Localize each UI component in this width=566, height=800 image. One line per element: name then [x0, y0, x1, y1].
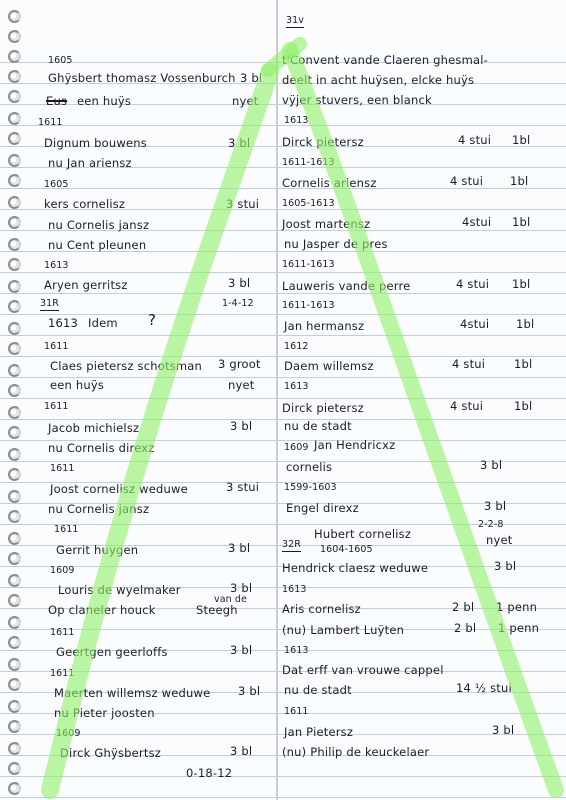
- left-entry-amount: 3 bl: [238, 684, 261, 698]
- right-year: 1613: [284, 381, 309, 392]
- left-year: 1611: [54, 524, 79, 535]
- binding-ring-icon: [8, 720, 21, 733]
- left-year: 1613: [44, 260, 69, 271]
- left-entry-amount: 3 bl: [228, 541, 251, 555]
- binding-ring-icon: [8, 70, 21, 83]
- left-year: 1609: [50, 565, 75, 576]
- left-entry-amount: 3 bl: [230, 419, 253, 433]
- binding-ring-icon: [8, 594, 21, 607]
- left-entry-name: kers cornelisz: [44, 197, 126, 211]
- folio-marker: 32R: [282, 539, 301, 550]
- right-entry-amount: 3 bl: [484, 499, 507, 513]
- binding-ring-icon: [8, 426, 21, 439]
- right-entry-amount2: 1 penn: [498, 621, 540, 635]
- binding-ring-icon: [8, 364, 21, 377]
- left-entry-name: Claes pietersz schotsman: [50, 359, 203, 373]
- right-year: 1611-1613: [282, 300, 335, 311]
- right-year: 1611-1613: [282, 259, 335, 270]
- right-entry-amount: 2 bl: [454, 621, 477, 635]
- binding-ring-icon: [8, 700, 21, 713]
- right-entry-date: 2-2-8: [478, 519, 504, 530]
- right-entry-name: Cornelis ariensz: [282, 176, 377, 190]
- right-year: 1605-1613: [282, 198, 335, 209]
- left-entry-amount: 3 bl: [240, 71, 263, 85]
- right-entry-amount2: 1bl: [514, 399, 533, 413]
- binding-ring-icon: [8, 468, 21, 481]
- binding-ring-icon: [8, 238, 21, 251]
- left-entry-name: Ghÿsbert thomasz Vossenburch: [48, 71, 236, 85]
- right-entry-amount: 4 stui: [452, 357, 486, 371]
- spiral-binding: [8, 0, 30, 800]
- left-entry-successor: nu Pieter joosten: [54, 706, 155, 720]
- right-entry-amount2: 1bl: [514, 357, 533, 371]
- right-year: 1613: [284, 115, 309, 126]
- right-entry-name: Jan Hendricxz: [314, 438, 396, 452]
- right-entry-amount: 4 stui: [458, 133, 492, 147]
- left-entry-place-insert: van de: [214, 594, 247, 605]
- right-year: 1613: [282, 584, 307, 595]
- right-year: 1599-1603: [284, 482, 337, 493]
- right-entry-successor: nu Jasper de pres: [284, 237, 388, 251]
- right-entry-successor: nu de stadt: [284, 419, 352, 433]
- left-year: 1609: [56, 728, 81, 739]
- binding-ring-icon: [8, 510, 21, 523]
- binding-ring-icon: [8, 658, 21, 671]
- left-year: 1611: [44, 341, 69, 352]
- binding-ring-icon: [8, 490, 21, 503]
- left-entry-amount: 3 bl: [230, 643, 253, 657]
- right-entry-name: (nu) Lambert Luÿten: [282, 623, 405, 637]
- binding-ring-icon: [8, 300, 21, 313]
- right-entry-name: Aris cornelisz: [282, 602, 361, 616]
- left-year: 1611: [44, 401, 69, 412]
- center-margin-rule: [276, 0, 278, 800]
- right-entry-amount: 4 stui: [456, 277, 490, 291]
- binding-ring-icon: [8, 384, 21, 397]
- right-entry-name: Hendrick claesz weduwe: [282, 561, 429, 575]
- intro-line: t'Convent vande Claeren ghesmal-: [282, 53, 489, 67]
- left-entry-amount: 3 groot: [218, 357, 261, 371]
- right-entry-name: Jan Pietersz: [284, 725, 354, 739]
- intro-line: deelt in acht huÿsen, elcke huÿs: [282, 73, 475, 87]
- binding-ring-icon: [8, 742, 21, 755]
- binding-ring-icon: [8, 90, 21, 103]
- right-entry-amount2: 1bl: [510, 174, 529, 188]
- binding-ring-icon: [8, 280, 21, 293]
- left-entry-name: Joost cornelisz weduwe: [50, 482, 188, 496]
- binding-ring-icon: [8, 552, 21, 565]
- binding-ring-icon: [8, 30, 21, 43]
- left-year: 1611: [50, 627, 75, 638]
- binding-ring-icon: [8, 342, 21, 355]
- left-entry-name: Louris de wyelmaker: [58, 583, 181, 597]
- right-entry-successor: cornelis: [286, 460, 333, 474]
- right-entry-amount: 3 bl: [480, 458, 503, 472]
- left-entry-name: Idem: [88, 316, 118, 330]
- binding-ring-icon: [8, 196, 21, 209]
- left-entry-mark: ?: [148, 311, 157, 329]
- right-entry-name: Dirck pietersz: [282, 401, 364, 415]
- left-entry-name: Maerten willemsz weduwe: [54, 686, 211, 700]
- left-entry-amount: 3 stui: [226, 197, 260, 211]
- left-year: 1611: [38, 117, 63, 128]
- right-entry-amount2: 1bl: [512, 215, 531, 229]
- binding-ring-icon: [8, 782, 21, 795]
- binding-ring-icon: [8, 216, 21, 229]
- left-entry-place-end: Steegh: [196, 603, 238, 617]
- right-year: 1609: [284, 442, 309, 453]
- right-entry-name: Engel direxz: [286, 501, 359, 515]
- left-entry-name: Dirck Ghÿsbertsz: [60, 746, 162, 760]
- right-entry-name: Joost martensz: [282, 217, 371, 231]
- binding-ring-icon: [8, 50, 21, 63]
- footer-total: 0-18-12: [186, 766, 233, 780]
- right-entry-amount2: 1 penn: [496, 600, 538, 614]
- binding-ring-icon: [8, 174, 21, 187]
- right-entry-amount: 3 bl: [494, 559, 517, 573]
- left-entry-successor: nu Cent pleunen: [48, 238, 147, 252]
- folio-marker: 31R: [40, 298, 59, 309]
- left-year: 1611: [50, 668, 75, 679]
- binding-ring-icon: [8, 132, 21, 145]
- binding-ring-icon: [8, 448, 21, 461]
- binding-ring-icon: [8, 678, 21, 691]
- left-entry-successor: nu Cornelis jansz: [48, 218, 150, 232]
- right-entry-amount2: 1bl: [512, 277, 531, 291]
- intro-line: vÿjer stuvers, een blanck: [282, 93, 432, 107]
- left-entry-name: Gerrit huygen: [56, 543, 139, 557]
- left-entry-name: Geertgen geerloffs: [56, 645, 168, 659]
- left-entry-note-amount: nyet: [228, 378, 255, 392]
- left-year: 1605: [44, 179, 69, 190]
- binding-ring-icon: [8, 258, 21, 271]
- right-entry-amount: 3 bl: [492, 723, 515, 737]
- left-year: 1605: [48, 55, 73, 66]
- right-entry-years: 1604-1605: [320, 544, 373, 555]
- left-entry-amount: 3 bl: [230, 744, 253, 758]
- right-year: 1611-1613: [282, 157, 335, 168]
- right-entry-amount: nyet: [486, 533, 513, 547]
- right-entry-amount: 4stui: [460, 317, 490, 331]
- binding-ring-icon: [8, 762, 21, 775]
- left-entry-successor: nu Cornelis direxz: [48, 441, 155, 455]
- right-entry-amount: 14 ½ stui: [456, 681, 512, 695]
- left-entry-name: Aryen gerritsz: [44, 278, 128, 292]
- left-entry-name: 1613: [48, 316, 79, 330]
- binding-ring-icon: [8, 532, 21, 545]
- right-entry-amount: 4 stui: [450, 174, 484, 188]
- binding-ring-icon: [8, 636, 21, 649]
- right-entry-name: Jan hermansz: [284, 319, 365, 333]
- binding-ring-icon: [8, 406, 21, 419]
- left-entry-name: Dignum bouwens: [44, 136, 147, 150]
- folio-date: 1-4-12: [222, 298, 254, 309]
- binding-ring-icon: [8, 154, 21, 167]
- left-entry-amount: 3 bl: [228, 136, 251, 150]
- binding-ring-icon: [8, 322, 21, 335]
- right-year: 1612: [284, 341, 309, 352]
- right-entry-amount: 4 stui: [450, 399, 484, 413]
- right-entry-name: Daem willemsz: [284, 359, 374, 373]
- right-year: 1611: [284, 706, 309, 717]
- left-entry-successor: nu Cornelis jansz: [48, 502, 150, 516]
- right-entry-name: Lauweris vande perre: [282, 279, 411, 293]
- binding-ring-icon: [8, 616, 21, 629]
- binding-ring-icon: [8, 10, 21, 23]
- left-year: 1611: [50, 463, 75, 474]
- right-entry-name: Hubert cornelisz: [314, 527, 412, 541]
- left-entry-note: een huÿs: [50, 378, 105, 392]
- right-entry-amount: 4stui: [462, 215, 492, 229]
- left-entry-place: Op claneler houck: [48, 603, 156, 617]
- right-entry-amount: 2 bl: [452, 600, 475, 614]
- left-entry-note-amount: nyet: [232, 94, 259, 108]
- left-entry-amount: 3 stui: [226, 480, 260, 494]
- right-entry-successor: (nu) Philip de keuckelaer: [282, 745, 430, 759]
- right-entry-name: Dat erff van vrouwe cappel: [282, 663, 444, 677]
- right-year: 1613: [284, 645, 309, 656]
- right-entry-name: Dirck pietersz: [282, 135, 364, 149]
- left-entry-name: Jacob michielsz: [48, 421, 140, 435]
- right-entry-amount2: 1bl: [512, 133, 531, 147]
- binding-ring-icon: [8, 112, 21, 125]
- left-entry-amount: 3 bl: [228, 276, 251, 290]
- left-entry-amount: 3 bl: [230, 581, 253, 595]
- left-entry-successor: nu Jan ariensz: [48, 156, 132, 170]
- right-entry-amount2: 1bl: [516, 317, 535, 331]
- right-entry-successor: nu de stadt: [284, 683, 352, 697]
- left-entry-note: een huÿs: [77, 94, 132, 108]
- binding-ring-icon: [8, 574, 21, 587]
- header-note: 31v: [286, 15, 305, 26]
- struck-word: Eus: [46, 94, 68, 108]
